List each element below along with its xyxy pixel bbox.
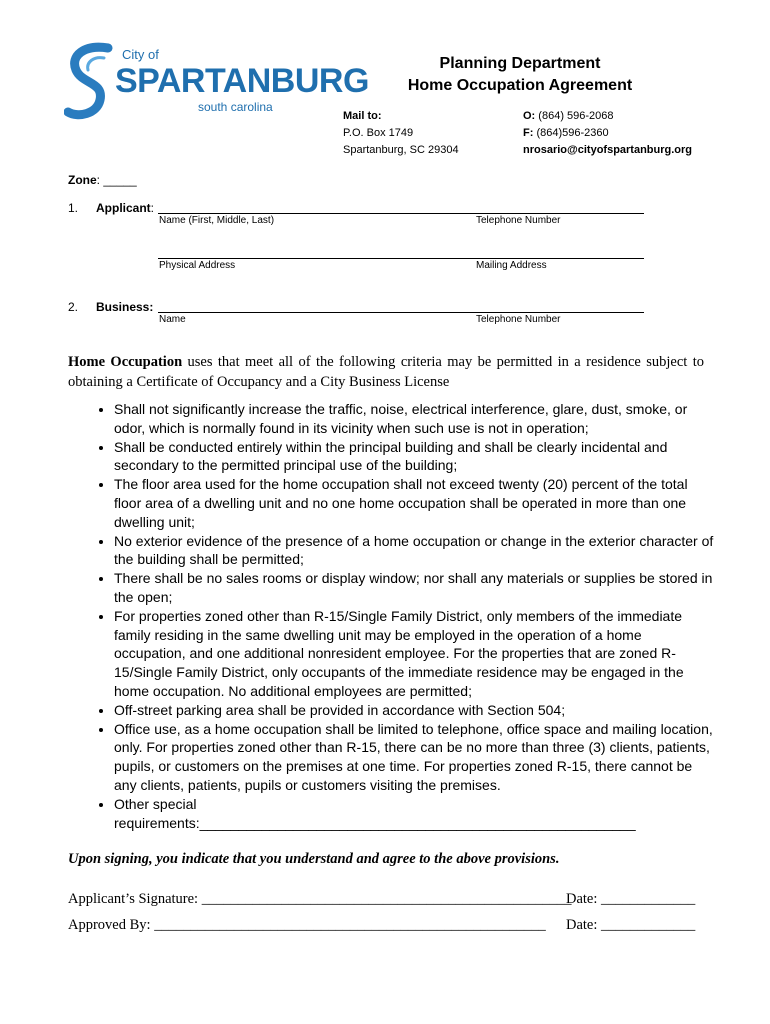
business-number: 2. xyxy=(68,300,79,314)
date-label: Date: xyxy=(566,891,598,907)
logo-city-of: City of xyxy=(122,47,159,62)
physical-address-caption: Physical Address xyxy=(159,260,236,271)
contact-email[interactable]: nrosario@cityofspartanburg.org xyxy=(523,144,693,156)
approved-field[interactable]: ______________________________________________________ xyxy=(154,917,546,933)
list-item: • Shall be conducted entirely within the principal building and shall be clearly incidental and secondary to the permitted principal use of the building; xyxy=(114,438,714,476)
department-title: Planning Department xyxy=(439,55,601,72)
header xyxy=(330,53,710,97)
list-item: • Office use, as a home occupation shall be limited to telephone, office space and mailing location, only. For properties zoned other than R-15, there can be no more than three (3) clients, patients, pupils, or customers on the premises at one time. For properties zoned R-15, there cannot be any clients, patients, pupils or customers visiting the premises. xyxy=(114,720,714,795)
list-item: • For properties zoned other than R-15/Single Family District, only members of the immediate family residing in the same dwelling unit may be employed in the operation of a home occupation, and one additional nonresident employee. For the properties that are zoned R-15/Single Family District, only occupants of the immediate residence may be engaged in the home occupation. No additional employees are permitted; xyxy=(114,607,714,701)
business-phone-caption: Telephone Number xyxy=(476,314,561,325)
signature-row xyxy=(68,891,571,908)
business-label: Business: xyxy=(96,300,154,314)
list-item: • Off-street parking area shall be provided in accordance with Section 504; xyxy=(114,701,714,720)
document-title: Home Occupation Agreement xyxy=(407,77,633,94)
applicant-number: 1. xyxy=(68,201,79,215)
agreement-statement: Upon signing, you indicate that you understand and agree to the above provisions. xyxy=(68,851,560,867)
contact-block xyxy=(523,108,723,159)
applicant-label-wrap: Applicant: xyxy=(96,201,155,215)
signature-field[interactable]: ___________________________________________________ xyxy=(201,891,572,907)
logo-name: SPARTANBURG xyxy=(115,62,369,100)
signature-date-row xyxy=(566,891,695,908)
mail-to-block xyxy=(343,108,503,159)
address-line[interactable] xyxy=(158,258,644,259)
zone-blank[interactable]: : _____ xyxy=(96,173,137,187)
business-line[interactable] xyxy=(158,312,644,313)
approved-date-field[interactable]: _____________ xyxy=(601,917,696,933)
office-phone: O: (864) 596-2068 xyxy=(523,110,614,122)
business-name-caption: Name xyxy=(159,314,186,325)
criteria-list xyxy=(92,400,714,832)
zone-field[interactable] xyxy=(68,173,137,187)
list-item: • There shall be no sales rooms or display window; nor shall any materials or supplies be stored in the open; xyxy=(114,569,714,607)
approved-date-row xyxy=(566,917,695,934)
mail-to-label: Mail to: xyxy=(343,110,382,122)
zone-label: Zone xyxy=(68,173,97,187)
applicant-line[interactable] xyxy=(158,213,644,214)
mail-line-1: P.O. Box 1749 xyxy=(343,127,414,139)
signature-label: Applicant’s Signature: xyxy=(68,891,199,907)
approved-label: Approved By: xyxy=(68,917,151,933)
intro-bold: Home Occupation xyxy=(68,354,183,370)
list-item: • The floor area used for the home occupation shall not exceed twenty (20) percent of the total floor area of a dwelling unit and no one home occupation shall be operated in more than one dwelling unit; xyxy=(114,475,714,531)
applicant-label: Applicant xyxy=(96,201,151,215)
list-item: • No exterior evidence of the presence of a home occupation or change in the exterior character of the building shall be permitted; xyxy=(114,532,714,570)
mailing-address-caption: Mailing Address xyxy=(476,260,547,271)
intro-text: uses that meet all of the following criteria may be permitted in a residence subject to obtaining a Certificate of Occupancy and a City Business License xyxy=(68,354,704,390)
list-item[interactable]: • Other special requirements:________________________________________________________ xyxy=(114,795,714,833)
mail-line-2: Spartanburg, SC 29304 xyxy=(343,144,459,156)
fax-number: F: (864)596-2360 xyxy=(523,127,609,139)
list-item: • Shall not significantly increase the traffic, noise, electrical interference, glare, dust, smoke, or odor, which is normally found in its vicinity when such use is not in operation; xyxy=(114,400,714,438)
date-label: Date: xyxy=(566,917,598,933)
signature-date-field[interactable]: _____________ xyxy=(601,891,696,907)
approved-row xyxy=(68,917,546,934)
name-caption: Name (First, Middle, Last) xyxy=(159,215,275,226)
intro-paragraph xyxy=(68,352,704,392)
logo-state: south carolina xyxy=(198,100,273,114)
phone-caption: Telephone Number xyxy=(476,215,561,226)
